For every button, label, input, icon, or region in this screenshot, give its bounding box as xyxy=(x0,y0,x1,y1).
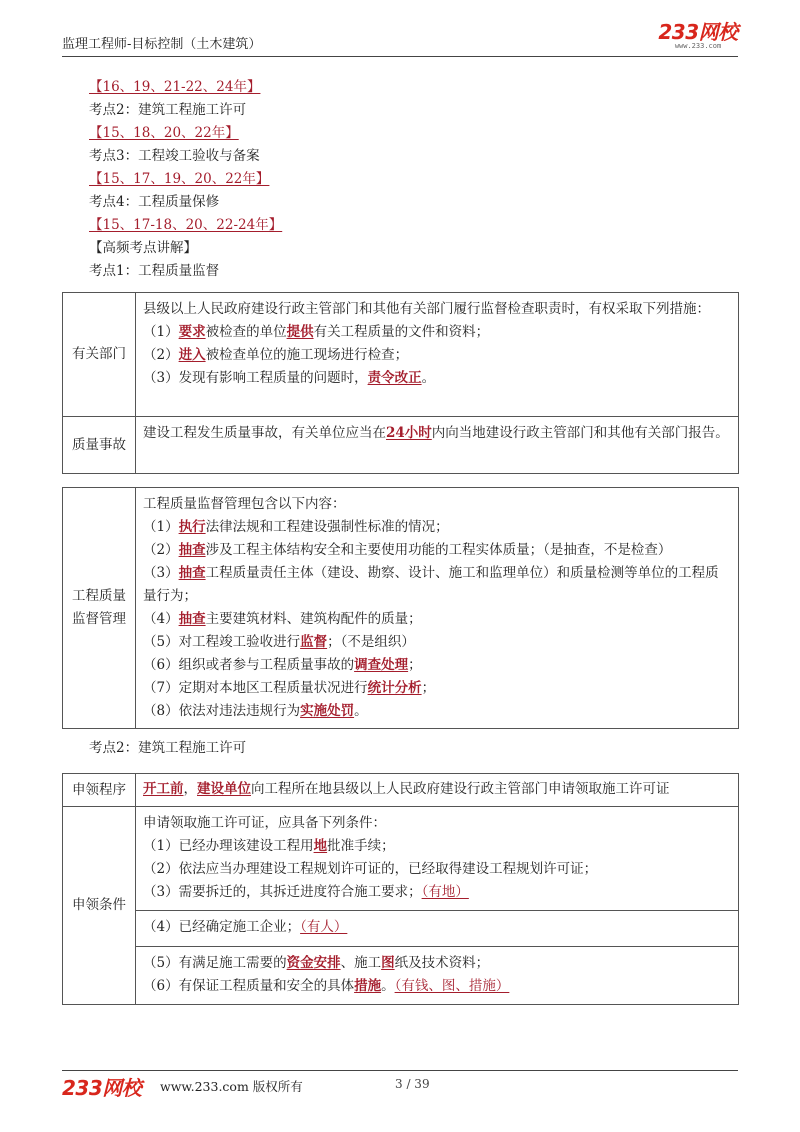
footer-copyright: www.233.com 版权所有 xyxy=(160,1079,303,1094)
row-content xyxy=(136,293,739,417)
table-row xyxy=(63,417,739,474)
row-content xyxy=(136,947,739,1005)
list-item: （2）抽查涉及工程主体结构安全和主要使用功能的工程实体质量；（是抽查，不是检查） xyxy=(143,542,672,558)
exam-years: 【15、17、19、20、22年】 xyxy=(89,171,270,187)
list-item: （2）进入被检查单位的施工现场进行检查； xyxy=(143,347,409,363)
key-term: 监督 xyxy=(300,634,328,650)
key-term: 图 xyxy=(381,955,395,971)
list-item: （1）已经办理该建设工程用地批准手续； xyxy=(143,838,395,854)
brand-logo-text: 233网校 xyxy=(658,20,738,44)
key-term: 地 xyxy=(313,838,328,854)
list-item: （2）依法应当办理建设工程规划许可证的，已经取得建设工程规划许可证； xyxy=(143,861,598,877)
list-item: （4）抽查主要建筑材料、建筑构配件的质量； xyxy=(143,611,422,627)
list-item: （5）对工程竣工验收进行监督；（不是组织） xyxy=(143,634,415,650)
list-item: （4）已经确定施工企业；（有人） xyxy=(143,919,348,935)
paragraph: 县级以上人民政府建设行政主管部门和其他有关部门履行监督检查职责时，有权采取下列措施： xyxy=(143,301,710,317)
construction-permit-table xyxy=(62,773,739,1005)
key-term: 24小时 xyxy=(386,425,432,441)
list-item: （1）要求被检查的单位提供有关工程质量的文件和资料； xyxy=(143,324,490,340)
section-heading: 【高频考点讲解】 xyxy=(89,240,197,256)
paragraph: 工程质量监督管理包含以下内容： xyxy=(143,496,346,512)
topic-heading: 考点1：工程质量监督 xyxy=(89,263,220,279)
paragraph: 开工前，建设单位向工程所在地县级以上人民政府建设行政主管部门申请领取施工许可证 xyxy=(143,781,670,797)
footer-divider xyxy=(62,1070,738,1071)
key-term: 责令改正 xyxy=(367,370,422,386)
row-content xyxy=(136,911,739,947)
list-item: （6）组织或者参与工程质量事故的调查处理； xyxy=(143,657,422,673)
row-content xyxy=(136,774,739,807)
brand-logo-url: www.233.com xyxy=(674,42,722,50)
list-item: （7）定期对本地区工程质量状况进行统计分析； xyxy=(143,680,436,696)
list-item: （3）发现有影响工程质量的问题时，责令改正。 xyxy=(143,370,436,386)
key-term: 开工前 xyxy=(143,781,184,797)
row-label: 质量事故 xyxy=(63,417,136,474)
document-header-title: 监理工程师-目标控制（土木建筑） xyxy=(62,37,262,52)
topic-heading: 考点2：建筑工程施工许可 xyxy=(89,102,247,118)
topic-heading: 考点4：工程质量保修 xyxy=(89,194,220,210)
exam-years: 【16、19、21-22、24年】 xyxy=(89,79,261,95)
key-term: 实施处罚 xyxy=(300,703,355,719)
list-item: （5）有满足施工需要的资金安排、施工图纸及技术资料； xyxy=(143,955,490,971)
row-content xyxy=(136,488,739,729)
row-content xyxy=(136,417,739,474)
key-term: 抽查 xyxy=(178,542,206,558)
quality-supervision-table xyxy=(62,292,739,474)
key-term: 资金安排 xyxy=(286,955,341,971)
list-item: （3）需要拆迁的，其拆迁进度符合施工要求；（有地） xyxy=(143,884,469,900)
key-term: 措施 xyxy=(354,978,382,994)
key-term: 抽查 xyxy=(178,565,206,581)
row-label: 工程质量 监督管理 xyxy=(63,488,136,729)
exam-years: 【15、18、20、22年】 xyxy=(89,125,239,141)
key-term: 要求 xyxy=(178,324,206,340)
list-item: （6）有保证工程质量和安全的具体措施。（有钱、图、措施） xyxy=(143,978,510,994)
footer-logo[interactable]: 233网校 xyxy=(62,1076,142,1100)
topic-heading: 考点2：建筑工程施工许可 xyxy=(89,740,247,756)
key-term: 进入 xyxy=(178,347,206,363)
paragraph: 建设工程发生质量事故，有关单位应当在24小时内向当地建设行政主管部门和其他有关部门报告。 xyxy=(143,425,729,441)
table-row xyxy=(63,488,739,729)
table-row xyxy=(63,947,739,1005)
key-term: 执行 xyxy=(178,519,206,535)
table-row xyxy=(63,911,739,947)
paragraph: 申请领取施工许可证，应具备下列条件： xyxy=(143,815,386,831)
row-label: 有关部门 xyxy=(63,293,136,417)
key-term: 建设单位 xyxy=(197,781,251,797)
topic-heading: 考点3：工程竣工验收与备案 xyxy=(89,148,260,164)
header-divider xyxy=(62,56,738,57)
row-label: 申领程序 xyxy=(63,774,136,807)
key-term: 抽查 xyxy=(178,611,206,627)
table-row xyxy=(63,774,739,807)
list-item: （1）执行法律法规和工程建设强制性标准的情况； xyxy=(143,519,449,535)
list-item: （3）抽查工程质量责任主体（建设、勘察、设计、施工和监理单位）和质量检测等单位的工程质量行为； xyxy=(143,565,719,604)
exam-years: 【15、17-18、20、22-24年】 xyxy=(89,217,283,233)
row-content xyxy=(136,807,739,911)
key-note: （有人） xyxy=(300,919,348,935)
page-number: 3 / 39 xyxy=(395,1077,430,1091)
key-term: 统计分析 xyxy=(367,680,422,696)
key-note: （有钱、图、措施） xyxy=(394,978,510,994)
row-label: 申领条件 xyxy=(63,807,136,1005)
key-term: 提供 xyxy=(286,324,314,340)
key-note: （有地） xyxy=(421,884,469,900)
key-term: 调查处理 xyxy=(354,657,409,673)
quality-supervision-management-table xyxy=(62,487,739,729)
list-item: （8）依法对违法违规行为实施处罚。 xyxy=(143,703,368,719)
table-row xyxy=(63,293,739,417)
table-row xyxy=(63,807,739,911)
brand-logo[interactable] xyxy=(648,22,748,51)
